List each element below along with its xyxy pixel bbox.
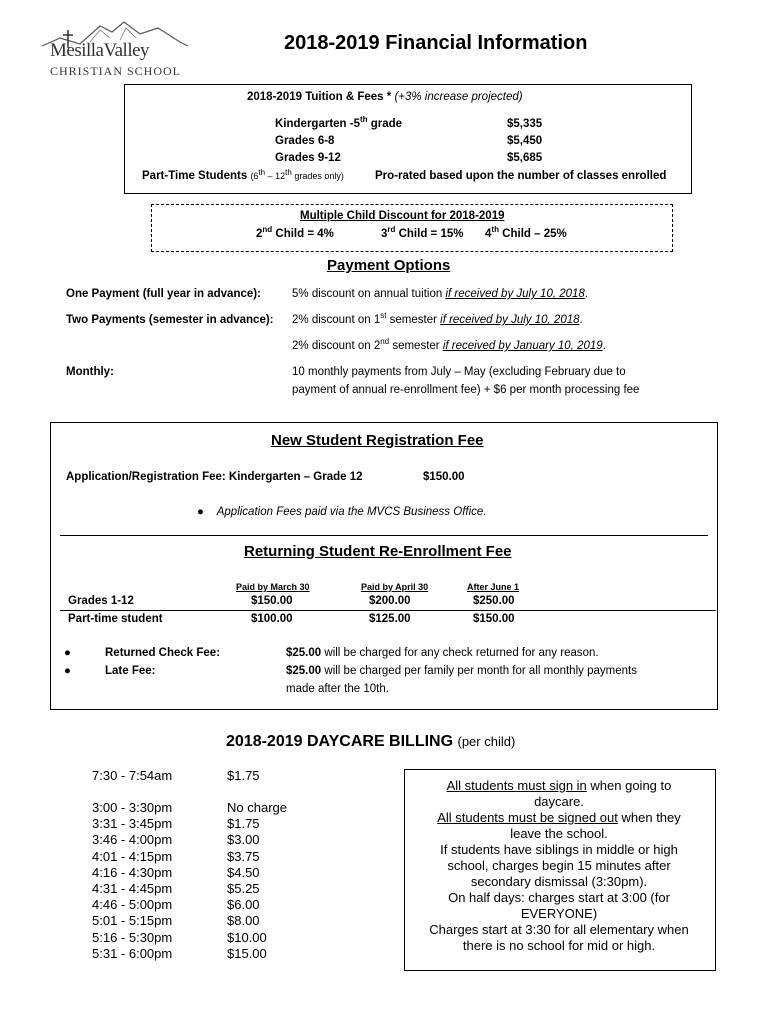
late-fee-text: $25.00 will be charged per family per month for all monthly payments	[286, 665, 637, 677]
payment-two-text1: 2% discount on 1st semester if received by July 10, 2018.	[292, 311, 583, 326]
logo-school: CHRISTIAN SCHOOL	[50, 64, 182, 78]
registration-fee-amount: $150.00	[423, 471, 465, 483]
tuition-row-amount: $5,450	[507, 135, 543, 147]
discount-item: 4th Child – 25%	[485, 225, 567, 240]
discount-item: 3rd Child = 15%	[381, 225, 464, 240]
section-divider	[60, 535, 708, 536]
school-logo	[40, 18, 190, 84]
discount-item: 2nd Child = 4%	[256, 225, 334, 240]
daycare-rate: $10.00	[227, 929, 267, 945]
reenroll-cell: $250.00	[473, 595, 515, 607]
daycare-time: 3:31 - 3:45pm	[92, 816, 173, 832]
tuition-heading-note: (+3% increase projected)	[394, 91, 523, 103]
tuition-row-amount: $5,335	[507, 118, 543, 130]
daycare-rate: $1.75	[227, 768, 260, 783]
late-fee-text2: made after the 10th.	[286, 683, 389, 695]
registration-heading: New Student Registration Fee	[271, 432, 484, 449]
table-rule	[60, 610, 716, 611]
reenroll-heading: Returning Student Re-Enrollment Fee	[244, 543, 512, 560]
daycare-rate: $6.00	[227, 897, 260, 913]
daycare-time: 4:46 - 5:00pm	[92, 897, 173, 913]
daycare-rate: No charge	[227, 800, 287, 815]
registration-bullet: ● Application Fees paid via the MVCS Business Office.	[197, 506, 487, 518]
payment-monthly-line: 10 monthly payments from July – May (excluding February due to	[292, 366, 626, 378]
daycare-rate: $8.00	[227, 913, 260, 929]
daycare-time: 3:00 - 3:30pm	[92, 800, 173, 815]
part-time-value: Pro-rated based upon the number of classes enrolled	[375, 170, 667, 182]
tuition-heading	[247, 91, 523, 103]
reenroll-col-header: After June 1	[467, 582, 520, 592]
reenroll-row-label: Grades 1-12	[68, 595, 134, 607]
page-title: 2018-2019 Financial Information	[284, 32, 588, 54]
logo-name: MesillaValley	[50, 40, 150, 61]
daycare-rate: $3.00	[227, 832, 260, 848]
bullet-icon: ●	[64, 647, 71, 659]
reenroll-cell: $200.00	[369, 595, 411, 607]
daycare-time: 7:30 - 7:54am	[92, 768, 173, 783]
daycare-notes: All students must sign in when going to daycare. All students must be signed out when they leave the school. If students have siblings in middle or high school, charges begin 15 minutes after secondary dismissal (3:30pm). On half days: charges start at 3:00 (for EVERYONE) Charges start at 3:30 for all elementary when there is no school for mid or high.	[429, 778, 689, 953]
payment-monthly-label: Monthly:	[66, 366, 114, 378]
reenroll-cell: $150.00	[473, 613, 515, 625]
tuition-heading-text: 2018-2019 Tuition & Fees *	[247, 91, 392, 103]
reenroll-col-header: Paid by April 30	[361, 582, 429, 592]
daycare-rate: $3.75	[227, 848, 260, 864]
tuition-row-label: Kindergarten -5th grade	[275, 115, 403, 130]
bullet-icon: ●	[64, 665, 71, 677]
reenroll-cell: $100.00	[251, 613, 293, 625]
daycare-time: 4:16 - 4:30pm	[92, 864, 173, 880]
tuition-row-label: Grades 6-8	[275, 135, 335, 147]
returned-check-text: $25.00 will be charged for any check returned for any reason.	[286, 647, 599, 659]
payment-one-text: 5% discount on annual tuition if received by July 10, 2018.	[292, 288, 589, 300]
reenroll-cell: $125.00	[369, 613, 411, 625]
payment-one-label: One Payment (full year in advance):	[66, 288, 261, 300]
daycare-time: 3:46 - 4:00pm	[92, 832, 173, 848]
daycare-time: 5:16 - 5:30pm	[92, 929, 173, 945]
daycare-time: 5:31 - 6:00pm	[92, 945, 173, 961]
returned-check-label: Returned Check Fee:	[105, 647, 221, 659]
payment-two-text2: 2% discount on 2nd semester if received by January 10, 2019.	[292, 337, 606, 352]
tuition-row-amount: $5,685	[507, 152, 543, 164]
daycare-time: 4:31 - 4:45pm	[92, 881, 173, 896]
payment-heading: Payment Options	[327, 257, 451, 274]
daycare-time: 4:01 - 4:15pm	[92, 848, 173, 864]
part-time-label: Part-Time Students (6th – 12th grades only)	[142, 168, 344, 182]
reenroll-row-label: Part-time student	[68, 613, 163, 625]
discount-heading: Multiple Child Discount for 2018-2019	[300, 210, 505, 222]
reenroll-col-header: Paid by March 30	[236, 582, 310, 592]
reenroll-cell: $150.00	[251, 595, 293, 607]
daycare-rate: $4.50	[227, 864, 260, 880]
daycare-rate: $5.25	[227, 881, 260, 896]
registration-fee-label: Application/Registration Fee: Kindergarten – Grade 12	[66, 471, 363, 483]
daycare-rate: $1.75	[227, 816, 260, 832]
payment-two-label: Two Payments (semester in advance):	[66, 314, 274, 326]
late-fee-label: Late Fee:	[105, 665, 156, 677]
daycare-time: 5:01 - 5:15pm	[92, 913, 173, 929]
payment-monthly-line: payment of annual re-enrollment fee) + $6 per month processing fee	[292, 384, 640, 396]
daycare-heading: 2018-2019 DAYCARE BILLING (per child)	[226, 733, 516, 750]
tuition-row-label: Grades 9-12	[275, 152, 341, 164]
daycare-rate: $15.00	[227, 945, 267, 961]
